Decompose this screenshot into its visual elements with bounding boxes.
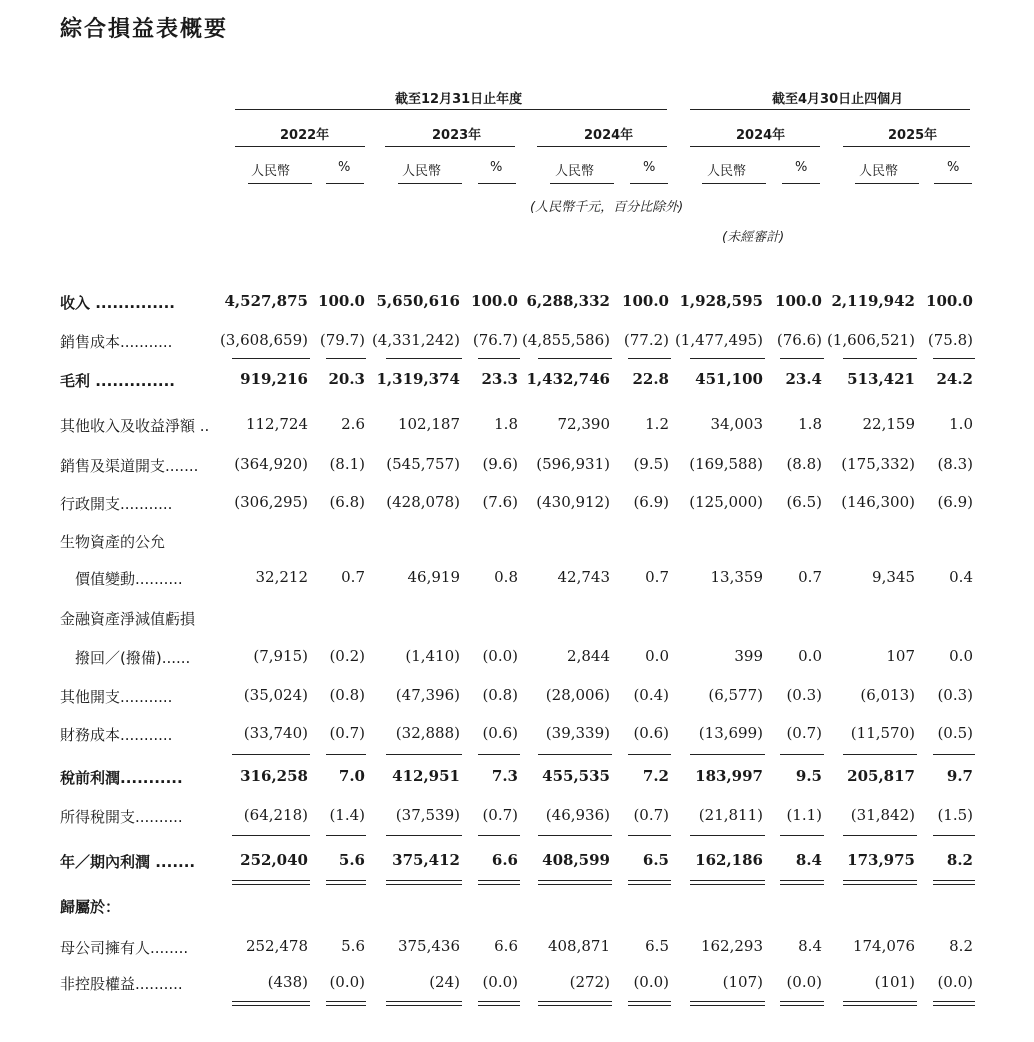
- percent-cell: 0.0: [949, 647, 973, 665]
- divider: [326, 183, 364, 184]
- double-underline: [843, 880, 917, 885]
- divider: [690, 109, 970, 110]
- double-underline: [478, 1001, 520, 1006]
- period-header: 2024年: [584, 128, 634, 143]
- underline: [538, 835, 612, 836]
- row-label: 價值變動..........: [75, 570, 183, 588]
- percent-cell: (79.7): [319, 331, 365, 349]
- underline: [933, 835, 975, 836]
- percent-cell: (0.8): [482, 686, 518, 704]
- amount-cell: 2,119,942: [831, 292, 915, 310]
- percent-cell: (0.7): [482, 806, 518, 824]
- underline: [843, 835, 917, 836]
- percent-cell: 24.2: [936, 370, 973, 388]
- amount-cell: 6,288,332: [526, 292, 610, 310]
- percent-cell: (0.3): [937, 686, 973, 704]
- divider: [843, 146, 970, 147]
- divider: [934, 183, 972, 184]
- amount-cell: (13,699): [698, 724, 763, 742]
- amount-cell: 162,293: [700, 937, 763, 955]
- percent-cell: (8.8): [786, 455, 822, 473]
- divider: [235, 109, 667, 110]
- double-underline: [232, 880, 310, 885]
- divider: [478, 183, 516, 184]
- percent-cell: (0.4): [633, 686, 669, 704]
- table-row: [0, 415, 1034, 439]
- amount-cell: 375,412: [392, 851, 460, 869]
- currency-header: 人民幣: [707, 164, 747, 179]
- percent-cell: 0.4: [949, 568, 973, 586]
- underline: [232, 358, 310, 359]
- underline: [843, 358, 917, 359]
- table-row: [0, 767, 1034, 791]
- percent-cell: 6.5: [645, 937, 669, 955]
- percent-cell: (75.8): [927, 331, 973, 349]
- underline: [386, 754, 462, 755]
- amount-cell: (1,477,495): [674, 331, 763, 349]
- amount-cell: (39,339): [545, 724, 610, 742]
- percent-cell: 9.5: [795, 767, 822, 785]
- percent-cell: 0.7: [341, 568, 365, 586]
- row-label: 所得稅開支..........: [60, 808, 183, 826]
- divider: [630, 183, 668, 184]
- row-label: 稅前利潤...........: [60, 769, 183, 787]
- amount-cell: 205,817: [847, 767, 915, 785]
- underline: [478, 835, 520, 836]
- row-label: 撥回／(撥備)......: [75, 649, 191, 667]
- percent-cell: 22.8: [632, 370, 669, 388]
- table-row: [0, 686, 1034, 710]
- underline: [690, 835, 765, 836]
- underline: [232, 835, 310, 836]
- group-header-year: 截至12月31日止年度: [395, 92, 523, 107]
- amount-cell: (101): [874, 973, 915, 991]
- double-underline: [538, 1001, 612, 1006]
- divider: [398, 183, 462, 184]
- amount-cell: 375,436: [397, 937, 460, 955]
- amount-cell: (1,410): [405, 647, 460, 665]
- percent-cell: (77.2): [623, 331, 669, 349]
- amount-cell: 22,159: [862, 415, 915, 433]
- percent-cell: (6.9): [633, 493, 669, 511]
- period-header: 2022年: [280, 128, 330, 143]
- percent-cell: 5.6: [341, 937, 365, 955]
- percent-cell: 7.0: [338, 767, 365, 785]
- amount-cell: 34,003: [710, 415, 763, 433]
- unit-note: (人民幣千元，百分比除外): [530, 200, 684, 215]
- currency-header: 人民幣: [555, 164, 595, 179]
- underline: [478, 358, 520, 359]
- percent-cell: (0.2): [329, 647, 365, 665]
- percent-cell: (76.6): [776, 331, 822, 349]
- percent-cell: 7.2: [642, 767, 669, 785]
- percent-cell: 6.6: [494, 937, 518, 955]
- divider: [550, 183, 614, 184]
- percent-cell: (0.6): [482, 724, 518, 742]
- percent-cell: (0.5): [937, 724, 973, 742]
- percent-cell: 2.6: [341, 415, 365, 433]
- percent-cell: 6.6: [491, 851, 518, 869]
- amount-cell: (545,757): [386, 455, 460, 473]
- percent-cell: (0.8): [329, 686, 365, 704]
- underline: [628, 358, 671, 359]
- percent-cell: 5.6: [338, 851, 365, 869]
- amount-cell: 399: [734, 647, 763, 665]
- double-underline: [386, 1001, 462, 1006]
- percent-cell: 9.7: [946, 767, 973, 785]
- row-label: 金融資產淨減值虧損: [60, 610, 196, 628]
- percent-cell: (0.0): [482, 973, 518, 991]
- pct-header: %: [795, 160, 808, 175]
- amount-cell: (6,577): [708, 686, 763, 704]
- table-row: [0, 896, 1034, 920]
- amount-cell: (35,024): [243, 686, 308, 704]
- table-row: [0, 292, 1034, 316]
- double-underline: [690, 880, 765, 885]
- percent-cell: (0.6): [633, 724, 669, 742]
- amount-cell: (596,931): [536, 455, 610, 473]
- percent-cell: 8.4: [795, 851, 822, 869]
- percent-cell: 0.8: [494, 568, 518, 586]
- percent-cell: 0.0: [798, 647, 822, 665]
- period-header: 2024年: [736, 128, 786, 143]
- divider: [537, 146, 667, 147]
- amount-cell: 513,421: [847, 370, 915, 388]
- amount-cell: (24): [429, 973, 460, 991]
- table-row: [0, 531, 1034, 555]
- percent-cell: 100.0: [926, 292, 973, 310]
- percent-cell: (8.3): [937, 455, 973, 473]
- pct-header: %: [338, 160, 351, 175]
- percent-cell: (9.6): [482, 455, 518, 473]
- double-underline: [628, 880, 671, 885]
- amount-cell: (175,332): [841, 455, 915, 473]
- table-row: [0, 370, 1034, 394]
- amount-cell: 9,345: [872, 568, 915, 586]
- pct-header: %: [643, 160, 656, 175]
- amount-cell: (28,006): [545, 686, 610, 704]
- percent-cell: (1.1): [786, 806, 822, 824]
- percent-cell: 23.4: [785, 370, 822, 388]
- underline: [933, 358, 975, 359]
- page-title: 綜合損益表概要: [60, 17, 229, 42]
- amount-cell: (272): [569, 973, 610, 991]
- amount-cell: 316,258: [240, 767, 308, 785]
- amount-cell: 183,997: [695, 767, 763, 785]
- underline: [326, 835, 366, 836]
- amount-cell: (3,608,659): [219, 331, 308, 349]
- underline: [326, 754, 366, 755]
- table-row: [0, 973, 1034, 997]
- row-label: 其他開支...........: [60, 688, 173, 706]
- amount-cell: 72,390: [557, 415, 610, 433]
- double-underline: [326, 1001, 366, 1006]
- percent-cell: 0.7: [798, 568, 822, 586]
- underline: [538, 358, 612, 359]
- divider: [248, 183, 312, 184]
- percent-cell: 8.2: [946, 851, 973, 869]
- percent-cell: (8.1): [329, 455, 365, 473]
- percent-cell: (0.0): [786, 973, 822, 991]
- percent-cell: (1.5): [937, 806, 973, 824]
- percent-cell: (9.5): [633, 455, 669, 473]
- table-row: [0, 331, 1034, 355]
- double-underline: [780, 880, 824, 885]
- amount-cell: (1,606,521): [826, 331, 915, 349]
- amount-cell: 455,535: [542, 767, 610, 785]
- amount-cell: (31,842): [850, 806, 915, 824]
- double-underline: [538, 880, 612, 885]
- currency-header: 人民幣: [251, 164, 291, 179]
- underline: [780, 358, 824, 359]
- underline: [933, 754, 975, 755]
- amount-cell: 42,743: [557, 568, 610, 586]
- amount-cell: (37,539): [395, 806, 460, 824]
- percent-cell: (0.0): [937, 973, 973, 991]
- period-header: 2023年: [432, 128, 482, 143]
- amount-cell: (107): [722, 973, 763, 991]
- amount-cell: 252,478: [245, 937, 308, 955]
- currency-header: 人民幣: [402, 164, 442, 179]
- amount-cell: 5,650,616: [376, 292, 460, 310]
- amount-cell: 919,216: [240, 370, 308, 388]
- pct-header: %: [490, 160, 503, 175]
- double-underline: [232, 1001, 310, 1006]
- amount-cell: (32,888): [395, 724, 460, 742]
- amount-cell: 451,100: [695, 370, 763, 388]
- underline: [843, 754, 917, 755]
- row-label: 行政開支...........: [60, 495, 173, 513]
- amount-cell: (169,588): [689, 455, 763, 473]
- underline: [386, 835, 462, 836]
- group-header-four-month: 截至4月30日止四個月: [772, 92, 904, 107]
- amount-cell: 1,928,595: [679, 292, 763, 310]
- amount-cell: (11,570): [850, 724, 915, 742]
- amount-cell: (47,396): [395, 686, 460, 704]
- percent-cell: 20.3: [328, 370, 365, 388]
- underline: [780, 754, 824, 755]
- table-row: [0, 724, 1034, 748]
- percent-cell: 0.7: [645, 568, 669, 586]
- row-label: 年／期內利潤 .......: [60, 853, 196, 871]
- amount-cell: (125,000): [689, 493, 763, 511]
- divider: [782, 183, 820, 184]
- percent-cell: (6.8): [329, 493, 365, 511]
- amount-cell: 412,951: [392, 767, 460, 785]
- double-underline: [933, 880, 975, 885]
- table-row: [0, 647, 1034, 671]
- amount-cell: 1,432,746: [526, 370, 610, 388]
- table-row: [0, 937, 1034, 961]
- percent-cell: 8.4: [798, 937, 822, 955]
- row-label: 收入 ..............: [60, 294, 175, 312]
- amount-cell: (430,912): [536, 493, 610, 511]
- amount-cell: (46,936): [545, 806, 610, 824]
- percent-cell: (0.0): [633, 973, 669, 991]
- amount-cell: 46,919: [407, 568, 460, 586]
- percent-cell: (0.7): [786, 724, 822, 742]
- amount-cell: (306,295): [234, 493, 308, 511]
- row-label: 生物資產的公允: [60, 533, 166, 551]
- divider: [235, 146, 365, 147]
- underline: [628, 754, 671, 755]
- percent-cell: (0.7): [633, 806, 669, 824]
- amount-cell: (438): [267, 973, 308, 991]
- percent-cell: 8.2: [949, 937, 973, 955]
- row-label: 非控股權益..........: [60, 975, 183, 993]
- divider: [385, 146, 515, 147]
- double-underline: [933, 1001, 975, 1006]
- percent-cell: 100.0: [471, 292, 518, 310]
- percent-cell: 1.0: [949, 415, 973, 433]
- amount-cell: 1,319,374: [376, 370, 460, 388]
- amount-cell: 107: [886, 647, 915, 665]
- table-row: [0, 568, 1034, 592]
- amount-cell: 408,871: [547, 937, 610, 955]
- pct-header: %: [947, 160, 960, 175]
- row-label: 銷售及渠道開支.......: [60, 457, 199, 475]
- table-row: [0, 493, 1034, 517]
- percent-cell: 6.5: [642, 851, 669, 869]
- percent-cell: (1.4): [329, 806, 365, 824]
- amount-cell: 112,724: [245, 415, 308, 433]
- row-label: 母公司擁有人........: [60, 939, 189, 957]
- percent-cell: (76.7): [472, 331, 518, 349]
- amount-cell: (33,740): [243, 724, 308, 742]
- row-label: 財務成本...........: [60, 726, 173, 744]
- amount-cell: 13,359: [710, 568, 763, 586]
- underline: [690, 358, 765, 359]
- underline: [232, 754, 310, 755]
- percent-cell: (6.9): [937, 493, 973, 511]
- double-underline: [386, 880, 462, 885]
- underline: [628, 835, 671, 836]
- double-underline: [843, 1001, 917, 1006]
- unaudited-note: (未經審計): [722, 230, 785, 245]
- divider: [702, 183, 766, 184]
- underline: [478, 754, 520, 755]
- percent-cell: 23.3: [481, 370, 518, 388]
- percent-cell: (0.3): [786, 686, 822, 704]
- percent-cell: 1.8: [494, 415, 518, 433]
- underline: [690, 754, 765, 755]
- amount-cell: 162,186: [695, 851, 763, 869]
- row-label: 銷售成本...........: [60, 333, 173, 351]
- amount-cell: 173,975: [847, 851, 915, 869]
- percent-cell: 0.0: [645, 647, 669, 665]
- table-row: [0, 851, 1034, 875]
- amount-cell: 32,212: [255, 568, 308, 586]
- percent-cell: 100.0: [622, 292, 669, 310]
- double-underline: [478, 880, 520, 885]
- double-underline: [326, 880, 366, 885]
- table-row: [0, 806, 1034, 830]
- amount-cell: (146,300): [841, 493, 915, 511]
- amount-cell: 102,187: [397, 415, 460, 433]
- underline: [780, 835, 824, 836]
- underline: [326, 358, 366, 359]
- amount-cell: (7,915): [253, 647, 308, 665]
- amount-cell: (64,218): [243, 806, 308, 824]
- row-label: 其他收入及收益淨額 ..: [60, 417, 210, 435]
- table-row: [0, 608, 1034, 632]
- amount-cell: 408,599: [542, 851, 610, 869]
- row-label: 歸屬於：: [60, 898, 121, 916]
- amount-cell: 174,076: [852, 937, 915, 955]
- amount-cell: 2,844: [567, 647, 610, 665]
- amount-cell: 4,527,875: [224, 292, 308, 310]
- double-underline: [690, 1001, 765, 1006]
- amount-cell: (364,920): [234, 455, 308, 473]
- underline: [538, 754, 612, 755]
- divider: [855, 183, 919, 184]
- percent-cell: 1.2: [645, 415, 669, 433]
- percent-cell: (0.0): [329, 973, 365, 991]
- amount-cell: (4,331,242): [371, 331, 460, 349]
- percent-cell: 100.0: [318, 292, 365, 310]
- percent-cell: 1.8: [798, 415, 822, 433]
- percent-cell: (6.5): [786, 493, 822, 511]
- underline: [386, 358, 462, 359]
- amount-cell: 252,040: [240, 851, 308, 869]
- double-underline: [628, 1001, 671, 1006]
- amount-cell: (6,013): [860, 686, 915, 704]
- percent-cell: 100.0: [775, 292, 822, 310]
- amount-cell: (4,855,586): [521, 331, 610, 349]
- period-header: 2025年: [888, 128, 938, 143]
- amount-cell: (428,078): [386, 493, 460, 511]
- percent-cell: (7.6): [482, 493, 518, 511]
- table-row: [0, 455, 1034, 479]
- row-label: 毛利 ..............: [60, 372, 175, 390]
- percent-cell: 7.3: [491, 767, 518, 785]
- double-underline: [780, 1001, 824, 1006]
- amount-cell: (21,811): [698, 806, 763, 824]
- divider: [690, 146, 820, 147]
- percent-cell: (0.0): [482, 647, 518, 665]
- currency-header: 人民幣: [859, 164, 899, 179]
- percent-cell: (0.7): [329, 724, 365, 742]
